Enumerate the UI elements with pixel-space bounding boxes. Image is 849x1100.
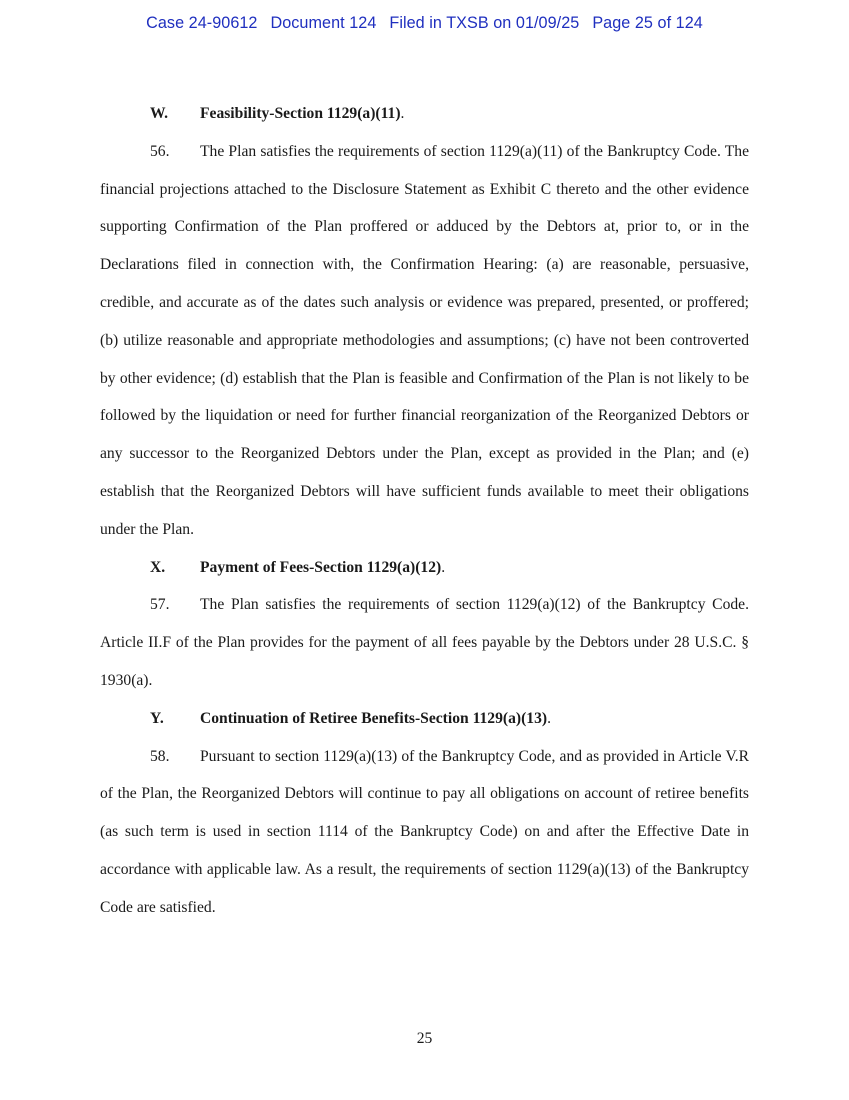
section-heading-w: W. Feasibility-Section 1129(a)(11). <box>100 95 749 133</box>
filing-info: Filed in TXSB on 01/09/25 <box>389 14 580 32</box>
section-letter: W. <box>150 105 169 122</box>
paragraph-text: Pursuant to section 1129(a)(13) of the Bankruptcy Code, and as provided in Article V.R of the Plan, the Reorganized Debtors will continue to pay all obligations on account of retiree benefits (as such term is used in section 1114 of the Bankruptcy Code) on and after the Effective Date in accordance with applicable law. As a result, the requirements of section 1129(a)(13) of the Bankruptcy Code are satisfied. <box>100 747 749 916</box>
paragraph-text: The Plan satisfies the requirements of section 1129(a)(12) of the Bankruptcy Code. Article II.F of the Plan provides for the payment of all fees payable by the Debtors under 28 U.S.C. § 1930(a). <box>100 596 749 689</box>
paragraph-number: 57. <box>150 596 170 614</box>
section-title: Feasibility-Section 1129(a)(11) <box>200 105 401 122</box>
section-letter: Y. <box>150 709 164 727</box>
paragraph-number: 56. <box>150 142 170 160</box>
paragraph-58 <box>100 738 749 927</box>
document-number: Document 124 <box>270 14 377 32</box>
paragraph-text: The Plan satisfies the requirements of section 1129(a)(11) of the Bankruptcy Code. The financial projections attached to the Disclosure Statement as Exhibit C thereto and the other evidence supporting Confirmation of the Plan proffered or adduced by the Debtors at, prior to, or in the Declarations filed in connection with, the Confirmation Hearing: (a) are reasonable, persuasive, credible, and accurate as of the dates such analysis or evidence was prepared, presented, or proffered; (b) utilize reasonable and appropriate methodologies and assumptions; (c) have not been controverted by other evidence; (d) establish that the Plan is feasible and Confirmation of the Plan is not likely to be followed by the liquidation or need for further financial reorganization of the Reorganized Debtors or any successor to the Reorganized Debtors under the Plan, except as provided in the Plan; and (e) establish that the Reorganized Debtors will have sufficient funds available to meet their obligations under the Plan. <box>100 142 749 538</box>
document-body <box>100 95 749 927</box>
paragraph-number: 58. <box>150 747 170 765</box>
section-title: Payment of Fees-Section 1129(a)(12) <box>200 558 442 576</box>
court-filing-header <box>0 14 849 33</box>
page-number: 25 <box>416 1030 433 1047</box>
section-heading-x: X. Payment of Fees-Section 1129(a)(12). <box>100 549 749 587</box>
section-title: Continuation of Retiree Benefits-Section 1129(a)(13) <box>200 709 548 727</box>
paragraph-57 <box>100 586 749 699</box>
section-letter: X. <box>150 558 166 576</box>
section-heading-y: Y. Continuation of Retiree Benefits-Section 1129(a)(13). <box>100 700 749 738</box>
case-number: Case 24-90612 <box>146 14 258 32</box>
page-info: Page 25 of 124 <box>592 14 703 32</box>
paragraph-56 <box>100 133 749 549</box>
